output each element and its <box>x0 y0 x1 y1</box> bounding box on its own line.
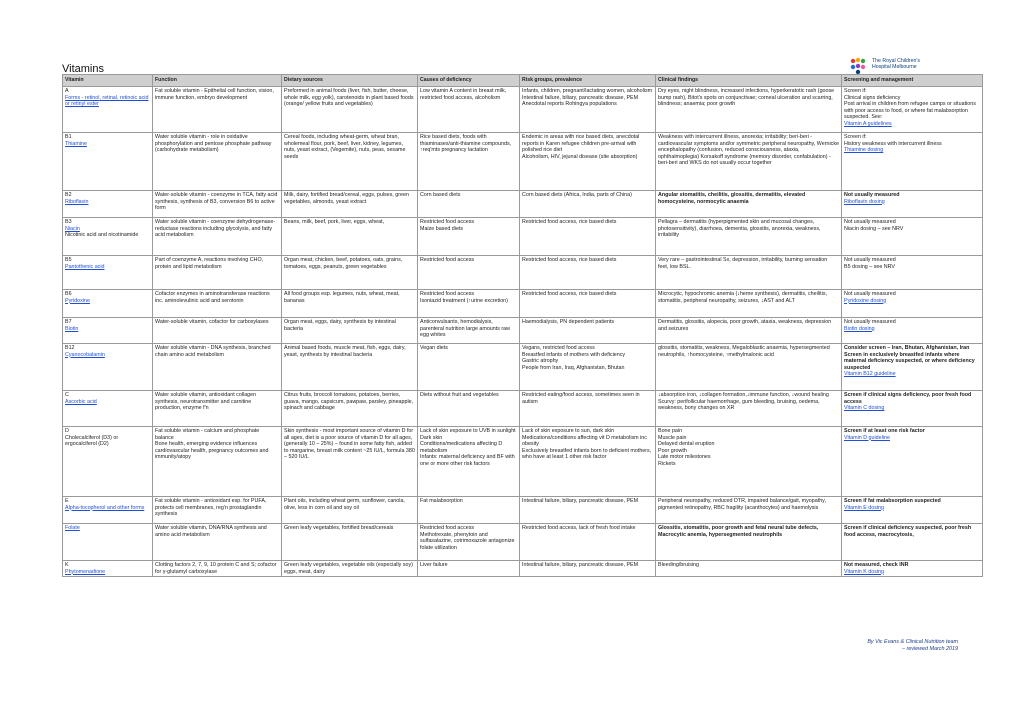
cell-text: Bone pain <box>658 428 683 434</box>
cell-text: Corn based diets (Africa, India, parts of China) <box>522 192 632 198</box>
cell-text: Water soluble vitamin - DNA synthesis, branched chain amino acid metabolism <box>155 345 271 358</box>
cell-sources <box>282 344 418 391</box>
cell-text: Restricted food access <box>420 257 475 263</box>
cell-text: Isoniazid treatment (↑urine excretion) <box>420 297 508 304</box>
table-row <box>63 87 983 133</box>
cell-sources <box>282 524 418 561</box>
cell-function <box>153 561 282 577</box>
guideline-link[interactable]: Cyanocobalamin <box>65 351 105 358</box>
cell-text: Organ meat, chicken, beef, potatoes, oats, grains, tomatoes, eggs, peanuts, green vegetables <box>284 257 403 270</box>
cell-text: C <box>65 392 69 398</box>
cell-text: Corn based diets <box>420 192 461 198</box>
cell-text: Screen if clinical signs deficiency, poor fresh food access <box>844 392 972 405</box>
hospital-logo-icon <box>848 56 868 76</box>
cell-text: Animal based foods, muscle meat, fish, eggs, dairy, yeast, synthesis by intestinal bacteria <box>284 345 406 358</box>
cell-text: Rice based diets, foods with thiaminases/anti-thiamine compounds, ↑req'mts pregnancy lactation <box>420 134 512 154</box>
cell-risk <box>520 344 656 391</box>
cell-function <box>153 256 282 290</box>
cell-text: Part of coenzyme A, reactions involving CHO, protein and lipid metabolism <box>155 257 264 270</box>
cell-text: Cofactor enzymes in aminotransferase reactions inc. aminolevulinic acid and serotonin <box>155 291 270 304</box>
cell-screening <box>842 256 983 290</box>
cell-text: Glossitis, stomatitis, poor growth and fetal neural tube defects, Macrocytic anemia, hypersegmented neutrophils <box>658 525 819 538</box>
cell-text: Cereal foods, including wheat-germ, wheat bran, wholemeal flour, pork, beef, liver, kidney, legumes, nuts, yeast extract, (Vegemite), nuts, peas, sesame seeds <box>284 134 406 160</box>
page-title: Vitamins <box>62 63 104 75</box>
cell-vitamin <box>63 561 153 577</box>
cell-text: Exclusively breastfed infants born to deficient mothers, who have at least 1 other risk factor <box>522 447 652 461</box>
guideline-link[interactable]: Pyridoxine <box>65 297 90 304</box>
cell-text: Water soluble vitamin - role in oxidative phosphorylation and pentose phosphate pathway (carbohydrate metabolism) <box>155 134 272 154</box>
cell-vitamin <box>63 318 153 344</box>
footer-review-date: – reviewed March 2019 <box>901 646 958 652</box>
table-row <box>63 524 983 561</box>
cell-text: Breastfed infants of mothers with deficiency <box>522 351 626 358</box>
cell-findings <box>656 318 842 344</box>
cell-text: Beans, milk, beef, pork, liver, eggs, wheat, <box>284 219 385 225</box>
table-row <box>63 427 983 497</box>
footer-author: By Vic Evans & Clinical Nutrition team <box>867 639 958 645</box>
cell-screening <box>842 561 983 577</box>
guideline-link[interactable]: Riboflavin <box>65 198 89 205</box>
hospital-logo-text: The Royal Children's Hospital Melbourne <box>872 58 920 70</box>
cell-findings <box>656 524 842 561</box>
cell-text: Fat malabsorption <box>420 498 463 504</box>
cell-text: B3 <box>65 219 72 225</box>
cell-text: Citrus fruits, broccoli tomatoes, potatoes, berries, guava, mango, capsicum, pawpaw, parsley, pineapple, spinach and cabbage <box>284 392 414 412</box>
cell-text: D <box>65 428 69 434</box>
cell-text: Liver failure <box>420 562 448 568</box>
guideline-link[interactable]: Folate <box>65 525 80 531</box>
cell-findings <box>656 133 842 191</box>
cell-sources <box>282 133 418 191</box>
cell-text: Very rare – gastrointestinal Sx, depression, irritability, burning sensation feet, low BSL. <box>658 257 828 270</box>
cell-vitamin <box>63 133 153 191</box>
cell-text: B2 <box>65 192 72 198</box>
guideline-link[interactable]: Niacin <box>65 225 80 232</box>
table-header-row <box>63 75 983 87</box>
cell-function <box>153 87 282 133</box>
cell-text: Screen if: <box>844 88 867 94</box>
cell-text: Angular stomatitis, cheilitis, glossitis, dermatitis, elevated homocysteine, normocytic anaemia <box>658 192 806 205</box>
table-row <box>63 497 983 524</box>
cell-sources <box>282 427 418 497</box>
table-row <box>63 218 983 256</box>
cell-text: All food groups esp. legumes, nuts, wheat, meat, bananas <box>284 291 400 304</box>
cell-function <box>153 290 282 318</box>
cell-text: K <box>65 562 69 568</box>
cell-risk <box>520 87 656 133</box>
cell-text: Dry eyes, night blindness, increased infections, hyperkeratotic rash (goose bump rash), Bitot's spots on conjunctivae; corneal ulceration and scarring, blindness; anaemia; poor growth <box>658 88 835 108</box>
cell-vitamin <box>63 256 153 290</box>
cell-text: B5 dosing – see NRV <box>844 263 895 270</box>
cell-risk <box>520 256 656 290</box>
cell-text: Water soluble vitamin, antioxidant collagen synthesis, neurotransmitter and carnitine production, enzyme f'n <box>155 392 257 412</box>
cell-screening <box>842 427 983 497</box>
cell-screening <box>842 497 983 524</box>
cell-causes <box>418 497 520 524</box>
cell-findings <box>656 87 842 133</box>
column-header-dietary-sources: Dietary sources <box>282 75 418 87</box>
cell-text: Water soluble vitamin - coenzyme dehydrogenase-reductase reactions including glycolysis, and fatty acid metabolism <box>155 219 276 239</box>
cell-text: Scurvy: perifollicular haemorrhage, gum bleeding, bruising, oedema, weakness, bony changes on XR <box>658 398 820 412</box>
cell-text: Gastric atrophy <box>522 358 559 365</box>
table-row <box>63 290 983 318</box>
cell-findings <box>656 391 842 427</box>
cell-text: Alcoholism, HIV, jejunal disease (site absorption) <box>522 153 638 160</box>
cell-text: Niacin dosing – see NRV <box>844 225 904 232</box>
cell-text: Infants, children, pregnant/lactating women, alcoholism <box>522 88 653 94</box>
cell-risk <box>520 318 656 344</box>
guideline-link[interactable]: Vitamin A guidelines <box>844 120 892 127</box>
cell-text: Bone health, emerging evidence influences cardiovascular health, pregnancy outcomes and immunity/atopy <box>155 441 269 461</box>
cell-text: Vegans, restricted food access <box>522 345 595 351</box>
cell-screening <box>842 191 983 218</box>
cell-text: Weakness with intercurrent illness, anorexia; irritability; beri-beri - cardiovascular symptoms and/or symmetric peripheral neuropathy, Wernicke encephalopathy (confusion, reduced consciousness, ataxia, ophthalmoplegia) Korsakoff syndrome (memory disorder, confabulation) - beri-beri and WKS do not usually occur together <box>658 134 839 167</box>
cell-text: B6 <box>65 291 72 297</box>
cell-text: Anecdotal reports Rohingya populations <box>522 101 617 108</box>
cell-causes <box>418 318 520 344</box>
cell-risk <box>520 427 656 497</box>
cell-text: B12 <box>65 345 75 351</box>
cell-screening <box>842 391 983 427</box>
cell-text: Preformed in animal foods (liver, fish, butter, cheese, whole milk, egg yolk), carotenoids in plant based foods (orange/ yellow fruits and vegetables) <box>284 88 414 108</box>
cell-text: Peripheral neuropathy, reduced DTR, impaired balance/gait, myopathy, pigmented retinopathy, RBC fragility (acanthocytes) and haemolysis <box>658 498 826 511</box>
cell-text: Restricted food access, rice based diets <box>522 291 617 297</box>
cell-text: Rickets <box>658 460 676 467</box>
guideline-link[interactable]: Vitamin D guideline <box>844 434 890 441</box>
cell-text: Organ meat, eggs, dairy, synthesis by intestinal bacteria <box>284 319 396 332</box>
cell-causes <box>418 290 520 318</box>
cell-text: Dark skin <box>420 434 443 441</box>
cell-causes <box>418 133 520 191</box>
cell-text: Lack of skin exposure to UVB in sunlight <box>420 428 516 434</box>
cell-text: B7 <box>65 319 72 325</box>
table-row <box>63 561 983 577</box>
cell-text: Infants: maternal deficiency and BF with one or more other risk factors <box>420 454 515 467</box>
cell-text: Fat soluble vitamin - calcium and phosphate balance <box>155 428 260 441</box>
cell-text: People from Iran, Iraq, Afghanistan, Bhutan <box>522 364 625 371</box>
cell-risk <box>520 133 656 191</box>
cell-sources <box>282 256 418 290</box>
cell-causes <box>418 427 520 497</box>
cell-text: Muscle pain <box>658 434 687 441</box>
guideline-link[interactable]: Vitamin K dosing <box>844 568 885 575</box>
cell-sources <box>282 561 418 577</box>
cell-text: Haemodialysis, PN dependent patients <box>522 319 615 325</box>
guideline-link[interactable]: Vitamin B12 guideline <box>844 371 896 378</box>
cell-text: Clinical signs deficiency <box>844 94 901 101</box>
guideline-link[interactable]: Thiamine dosing <box>844 147 884 154</box>
guideline-link[interactable]: Vitamin C dosing <box>844 405 885 412</box>
cell-vitamin <box>63 290 153 318</box>
cell-screening <box>842 344 983 391</box>
cell-screening <box>842 87 983 133</box>
cell-screening <box>842 218 983 256</box>
cell-text: Screen if at least one risk factor <box>844 428 925 434</box>
cell-causes <box>418 191 520 218</box>
cell-function <box>153 344 282 391</box>
cell-sources <box>282 87 418 133</box>
cell-text: Low vitamin A content in breast milk, restricted food access, alcoholism <box>420 88 507 101</box>
cell-text: Screen if: <box>844 134 867 140</box>
cell-text: Restricted eating/food access, sometimes seen in autism <box>522 392 640 405</box>
cell-function <box>153 427 282 497</box>
cell-text: Restricted food access <box>420 219 475 225</box>
cell-text: Endemic in areas with rice based diets, anecdotal reports in Karen refugee children pre-arrival with polished rice diet <box>522 134 640 154</box>
cell-function <box>153 524 282 561</box>
cell-text: Late motor milestones <box>658 454 711 461</box>
cell-findings <box>656 344 842 391</box>
cell-causes <box>418 391 520 427</box>
cell-text: Plant oils, including wheat germ, sunflower, canola, olive, less in corn oil and soy oil <box>284 498 405 511</box>
cell-text: Maize based diets <box>420 225 464 232</box>
cell-text: Pellagra – dermatitis (hyperpigmented skin and mucosal changes, photosensitivity), diarrhoea, dementia, glossitis, anorexia, weakness, irritability <box>658 219 821 239</box>
cell-text: Not usually measured <box>844 219 896 225</box>
cell-function <box>153 391 282 427</box>
cell-vitamin <box>63 497 153 524</box>
cell-risk <box>520 497 656 524</box>
cell-text: Medications/conditions affecting vit D metabolism inc obesity <box>522 434 647 448</box>
cell-text: Screen if fat malabsorption suspected <box>844 498 941 504</box>
cell-text: Fat soluble vitamin - antioxidant esp. for PUFA, protects cell membranes, reg'n prostaglandin synthesis <box>155 498 267 518</box>
cell-text: Restricted food access, rice based diets <box>522 257 617 263</box>
table-row <box>63 391 983 427</box>
cell-text: Water-soluble vitamin - coenzyme in TCA, fatty acid synthesis, synthesis of B3, conversion B6 to active form <box>155 192 278 212</box>
table-row <box>63 133 983 191</box>
cell-text: Skin synthesis - most important source of vitamin D for all ages, diet is a poor source of vitamin D for all ages, (generally 10 – 25%) – found in some fatty fish, added to margarine, breast milk content ~25 IU/L, formula 380 – 520 IU/L <box>284 428 415 461</box>
column-header-function: Function <box>153 75 282 87</box>
cell-risk <box>520 561 656 577</box>
guideline-link[interactable]: Phytomenadione <box>65 568 106 575</box>
cell-text: Not usually measured <box>844 319 896 325</box>
cell-risk <box>520 391 656 427</box>
cell-vitamin <box>63 391 153 427</box>
cell-text: Screen in exclusively breastfed infants where maternal deficiency suspected, or where deficiency suspected <box>844 351 975 371</box>
vitamins-table <box>62 74 983 577</box>
cell-vitamin <box>63 191 153 218</box>
cell-function <box>153 133 282 191</box>
cell-function <box>153 191 282 218</box>
cell-text: Water-soluble vitamin, cofactor for carboxylases <box>155 319 269 325</box>
cell-text: ↓absorption iron, ↓collagen formation,↓immune function, ↓wound healing <box>658 392 829 398</box>
cell-text: Lack of skin exposure to sun, dark skin <box>522 428 615 434</box>
guideline-link[interactable]: Biotin dosing <box>844 325 875 332</box>
cell-vitamin <box>63 344 153 391</box>
cell-text: Intestinal failure, biliary, pancreatic disease, PEM <box>522 94 639 101</box>
cell-function <box>153 218 282 256</box>
cell-text: Post arrival in children from refugee camps or situations with poor access to food, or where fat malabsorption suspected. See: <box>844 101 976 121</box>
cell-text: Screen if clinical deficiency suspected, poor fresh food access, macrocytosis, <box>844 525 972 538</box>
guideline-link[interactable]: Ascorbic acid <box>65 398 97 405</box>
cell-text: Not usually measured <box>844 192 900 198</box>
cell-text: Diets without fruit and vegetables <box>420 392 499 398</box>
cell-risk <box>520 218 656 256</box>
cell-findings <box>656 256 842 290</box>
cell-vitamin <box>63 218 153 256</box>
cell-function <box>153 318 282 344</box>
cell-function <box>153 497 282 524</box>
cell-text: Restricted food access <box>420 291 475 297</box>
table-row <box>63 256 983 290</box>
cell-sources <box>282 391 418 427</box>
column-header-screening: Screening and management <box>842 75 983 87</box>
cell-findings <box>656 191 842 218</box>
cell-text: Vegan diets <box>420 345 448 351</box>
cell-findings <box>656 497 842 524</box>
cell-screening <box>842 524 983 561</box>
cell-sources <box>282 218 418 256</box>
cell-text: Milk, dairy, fortified bread/cereal, eggs, pulses, green vegetables, almonds, yeast extract <box>284 192 409 205</box>
cell-text: B5 <box>65 257 72 263</box>
cell-text: Intestinal failure, biliary, pancreatic disease, PEM <box>522 498 639 504</box>
cell-text: E <box>65 498 69 504</box>
cell-causes <box>418 344 520 391</box>
cell-text: Not measured, check INR <box>844 562 909 568</box>
column-header-vitamin: Vitamin <box>63 75 153 87</box>
cell-text: Fat soluble vitamin - Epithelial cell function, vision, immune function, embryo development <box>155 88 274 101</box>
cell-findings <box>656 290 842 318</box>
cell-sources <box>282 497 418 524</box>
cell-sources <box>282 290 418 318</box>
cell-risk <box>520 290 656 318</box>
table-row <box>63 318 983 344</box>
cell-text: Consider screen – Iran, Bhutan, Afghanistan, Iran <box>844 345 970 351</box>
cell-screening <box>842 290 983 318</box>
table-row <box>63 191 983 218</box>
cell-text: Restricted food access, rice based diets <box>522 219 617 225</box>
cell-risk <box>520 524 656 561</box>
cell-causes <box>418 561 520 577</box>
guideline-link[interactable]: Biotin <box>65 325 79 332</box>
cell-text: Not usually measured <box>844 257 896 263</box>
cell-screening <box>842 133 983 191</box>
cell-text: Water soluble vitamin, DNA/RNA synthesis and amino acid metabolism <box>155 525 267 538</box>
cell-findings <box>656 218 842 256</box>
guideline-link[interactable]: Pantothenic acid <box>65 263 105 270</box>
guideline-link[interactable]: Forms - retinol, retinal, retinoic acid or retinyl ester <box>65 94 149 108</box>
column-header-causes: Causes of deficiency <box>418 75 520 87</box>
cell-text: Bleeding/bruising <box>658 562 699 568</box>
cell-text: Methotrexate, phenytoin and sulfasalazine, cotrimoxazole antagonize folate utilization <box>420 531 515 551</box>
footer-credit <box>867 639 958 653</box>
cell-text: Microcytic, hypochromic anemia (↓heme synthesis), dermatitis, cheilitis, stomatitis, peripheral neuropathy, seizures, ↓AST and ALT <box>658 291 827 304</box>
cell-findings <box>656 427 842 497</box>
guideline-link[interactable]: Pyridoxine dosing <box>844 297 887 304</box>
cell-text: Restricted food access, lack of fresh food intake <box>522 525 636 531</box>
guideline-link[interactable]: Vitamin E dosing <box>844 504 885 511</box>
table-row <box>63 344 983 391</box>
cell-text: Clotting factors 2, 7, 9, 10 protein C and S; cofactor for γ-glutamyl carboxylase <box>155 562 277 575</box>
guideline-link[interactable]: Thiamine <box>65 140 87 147</box>
cell-vitamin <box>63 524 153 561</box>
cell-text: Not usually measured <box>844 291 896 297</box>
cell-causes <box>418 218 520 256</box>
cell-vitamin <box>63 427 153 497</box>
cell-findings <box>656 561 842 577</box>
cell-text: Cholecalciferol (D3) or ergocalciferol (D2) <box>65 434 119 448</box>
cell-text: Delayed dental eruption <box>658 441 715 448</box>
cell-sources <box>282 191 418 218</box>
column-header-clinical-findings: Clinical findings <box>656 75 842 87</box>
guideline-link[interactable]: Riboflavin dosing <box>844 198 885 205</box>
cell-causes <box>418 256 520 290</box>
cell-text: Anticonvulsants, hemodialysis, parenteral nutrition large amounts raw egg whites <box>420 319 511 339</box>
guideline-link[interactable]: Alpha-tocopherol and other forms <box>65 504 145 511</box>
cell-text: Nicotinic acid and nicotinamide <box>65 232 139 239</box>
cell-text: A <box>65 88 69 94</box>
cell-causes <box>418 87 520 133</box>
cell-text: B1 <box>65 134 72 140</box>
cell-text: Intestinal failure, biliary, pancreatic disease, PEM <box>522 562 639 568</box>
cell-text: History weakness with intercurrent illness <box>844 140 942 147</box>
cell-vitamin <box>63 87 153 133</box>
cell-causes <box>418 524 520 561</box>
cell-risk <box>520 191 656 218</box>
cell-text: Green leafy vegetables, vegetable oils (especially soy) eggs, meat, dairy <box>284 562 413 575</box>
cell-text: Dermatitis, glossitis, alopecia, poor growth, ataxia, weakness, depression and seizures <box>658 319 832 332</box>
cell-text: Conditions/medications affecting D metabolism <box>420 441 503 454</box>
cell-screening <box>842 318 983 344</box>
cell-sources <box>282 318 418 344</box>
cell-text: Green leafy vegetables, fortified bread/cereals <box>284 525 394 531</box>
cell-text: glossitis, stomatitis, weakness, Megaloblastic anaemia, hypersegmented neutrophils, ↑homocysteine, ↑methylmalonic acid <box>658 345 830 358</box>
cell-text: Poor growth <box>658 447 687 454</box>
column-header-risk-groups: Risk groups, prevalence <box>520 75 656 87</box>
cell-text: Restricted food access <box>420 525 475 531</box>
